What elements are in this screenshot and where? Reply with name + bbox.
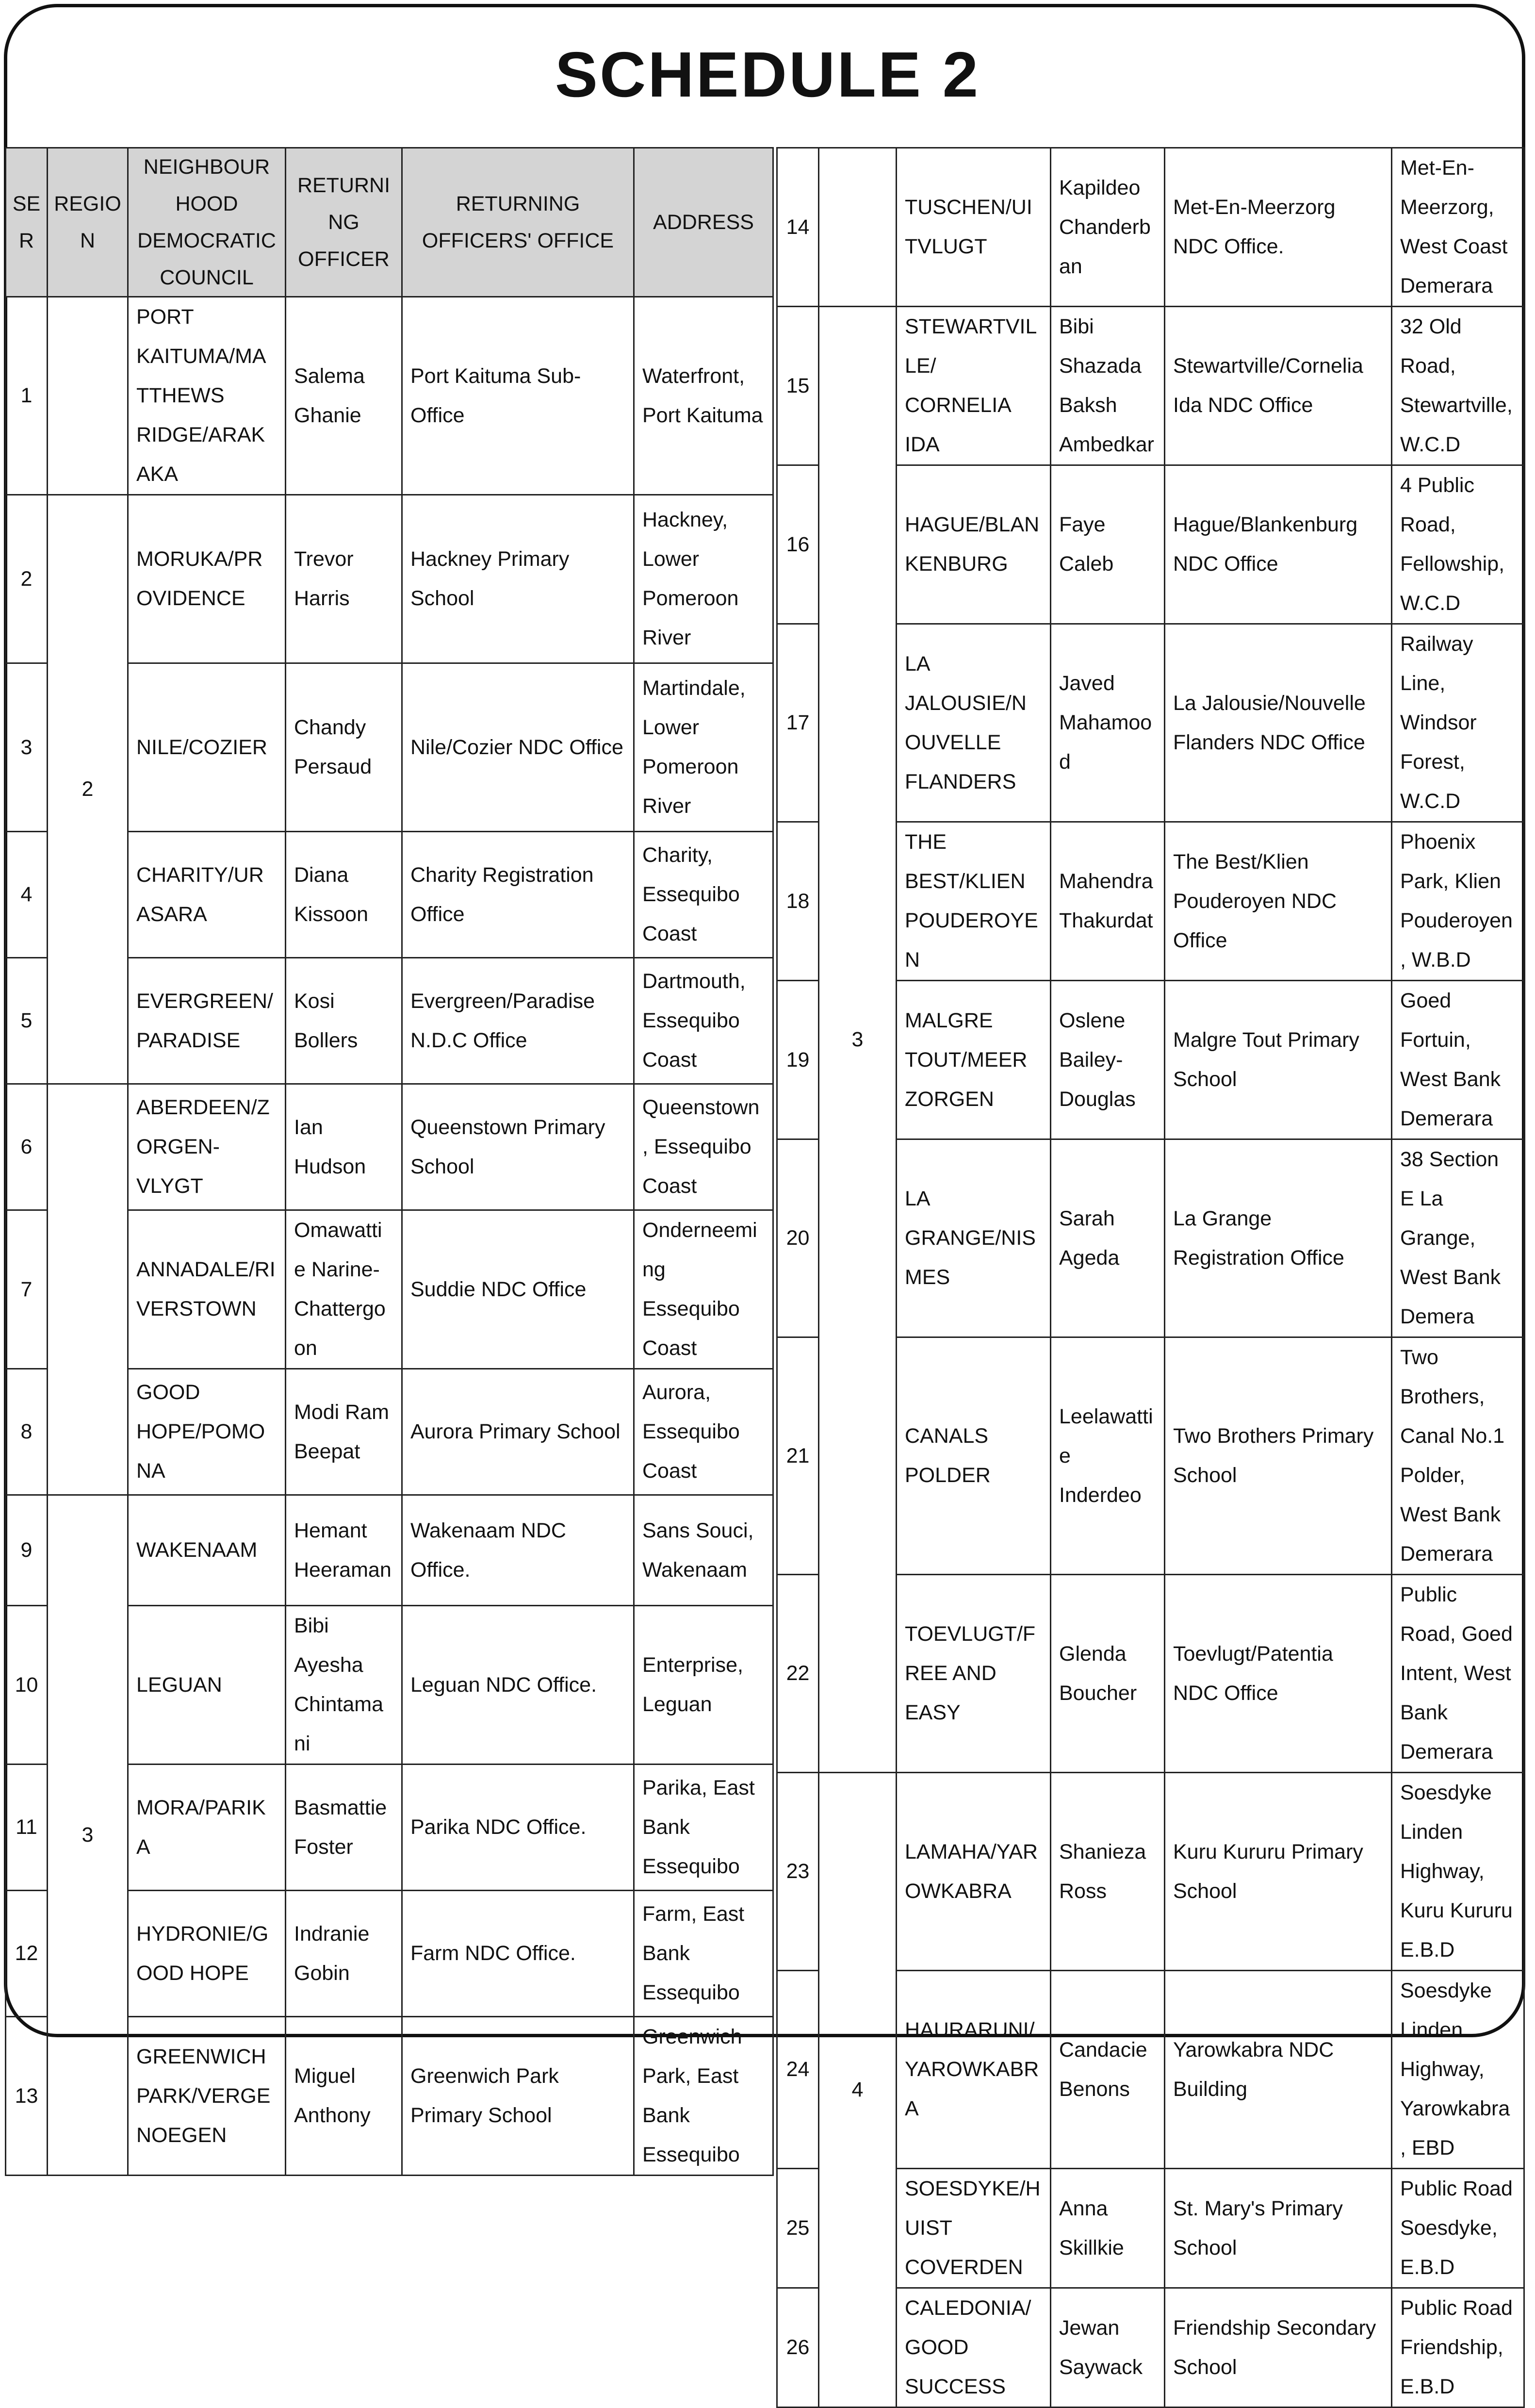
row-officer: Kosi Bollers <box>286 958 402 1084</box>
row-address: Public Road Soesdyke, E.B.D <box>1392 2169 1524 2288</box>
row-officer: Kapildeo Chanderban <box>1051 148 1165 307</box>
row-ser: 25 <box>777 2169 819 2288</box>
row-region: 3 <box>819 307 897 1773</box>
row-address: Aurora, Essequibo Coast <box>634 1369 773 1495</box>
row-address: Goed Fortuin, West Bank Demerara <box>1392 981 1524 1139</box>
header-ndc: NEIGHBOURHOOD DEMOCRATIC COUNCIL <box>128 148 286 297</box>
row-address: 4 Public Road, Fellowship, W.C.D <box>1392 465 1524 624</box>
row-office: Charity Registration Office <box>402 832 634 958</box>
row-address: Waterfront, Port Kaituma <box>634 297 773 495</box>
row-address: Sans Souci, Wakenaam <box>634 1495 773 1606</box>
table-row <box>777 148 1524 307</box>
row-ndc: SOESDYKE/HUIST COVERDEN <box>897 2169 1051 2288</box>
row-ndc: CHARITY/URASARA <box>128 832 286 958</box>
row-ser: 11 <box>6 1765 48 1891</box>
schedule-table-left <box>5 147 774 2176</box>
row-office: Queenstown Primary School <box>402 1084 634 1210</box>
row-officer: Omawattie Narine-Chattergoon <box>286 1210 402 1369</box>
row-ser: 9 <box>6 1495 48 1606</box>
table-row <box>6 1495 773 1606</box>
table-row <box>6 495 773 663</box>
row-ndc: PORT KAITUMA/MATTHEWS RIDGE/ARAKAKA <box>128 297 286 495</box>
row-ser: 18 <box>777 822 819 981</box>
header-ser: SER <box>6 148 48 297</box>
row-office: Hague/Blankenburg NDC Office <box>1165 465 1392 624</box>
row-ser: 15 <box>777 307 819 465</box>
header-address: ADDRESS <box>634 148 773 297</box>
row-officer: Leelawattie Inderdeo <box>1051 1337 1165 1575</box>
row-office: St. Mary's Primary School <box>1165 2169 1392 2288</box>
row-ser: 4 <box>6 832 48 958</box>
row-ndc: MALGRE TOUT/MEER ZORGEN <box>897 981 1051 1139</box>
row-ndc: HYDRONIE/GOOD HOPE <box>128 1891 286 2017</box>
header-region: REGION <box>48 148 128 297</box>
row-ser: 3 <box>6 663 48 832</box>
row-address: 38 Section E La Grange, West Bank Demera <box>1392 1139 1524 1337</box>
row-ndc: TUSCHEN/UITVLUGT <box>897 148 1051 307</box>
row-ser: 8 <box>6 1369 48 1495</box>
row-ndc: STEWARTVILLE/ CORNELIA IDA <box>897 307 1051 465</box>
row-address: Public Road Friendship, E.B.D <box>1392 2288 1524 2408</box>
row-office: Stewartville/Cornelia Ida NDC Office <box>1165 307 1392 465</box>
row-officer: Miguel Anthony <box>286 2017 402 2176</box>
row-officer: Chandy Persaud <box>286 663 402 832</box>
header-returning-officer: RETURNING OFFICER <box>286 148 402 297</box>
row-officer: Ian Hudson <box>286 1084 402 1210</box>
row-ser: 21 <box>777 1337 819 1575</box>
row-officer: Mahendra Thakurdat <box>1051 822 1165 981</box>
row-office: Nile/Cozier NDC Office <box>402 663 634 832</box>
row-address: Martindale, Lower Pomeroon River <box>634 663 773 832</box>
row-address: Met-En-Meerzorg, West Coast Demerara <box>1392 148 1524 307</box>
row-region: 4 <box>819 1773 897 2408</box>
row-officer: Bibi Ayesha Chintamani <box>286 1606 402 1765</box>
row-office: Leguan NDC Office. <box>402 1606 634 1765</box>
row-officer: Bibi Shazada Baksh Ambedkar <box>1051 307 1165 465</box>
row-office: Hackney Primary School <box>402 495 634 663</box>
row-officer: Basmattie Foster <box>286 1765 402 1891</box>
row-ndc: HAGUE/BLANKENBURG <box>897 465 1051 624</box>
row-ndc: WAKENAAM <box>128 1495 286 1606</box>
row-office: Evergreen/Paradise N.D.C Office <box>402 958 634 1084</box>
row-address: Railway Line, Windsor Forest, W.C.D <box>1392 624 1524 822</box>
row-address: Farm, East Bank Essequibo <box>634 1891 773 2017</box>
row-address: Charity, Essequibo Coast <box>634 832 773 958</box>
row-ndc: MORA/PARIKA <box>128 1765 286 1891</box>
row-ndc: ABERDEEN/ZORGEN-VLYGT <box>128 1084 286 1210</box>
row-address: 32 Old Road, Stewartville, W.C.D <box>1392 307 1524 465</box>
row-office: La Grange Registration Office <box>1165 1139 1392 1337</box>
row-officer: Faye Caleb <box>1051 465 1165 624</box>
row-region <box>48 1084 128 1495</box>
row-officer: Anna Skillkie <box>1051 2169 1165 2288</box>
row-ser: 19 <box>777 981 819 1139</box>
row-ndc: HAURARUNI/YAROWKABRA <box>897 1971 1051 2169</box>
row-region <box>48 297 128 495</box>
row-address: Onderneeming Essequibo Coast <box>634 1210 773 1369</box>
page-title: SCHEDULE 2 <box>555 39 980 110</box>
row-address: Greenwich Park, East Bank Essequibo <box>634 2017 773 2176</box>
row-region <box>819 148 897 307</box>
row-officer: Oslene Bailey-Douglas <box>1051 981 1165 1139</box>
row-address: Enterprise, Leguan <box>634 1606 773 1765</box>
row-officer: Indranie Gobin <box>286 1891 402 2017</box>
row-ser: 17 <box>777 624 819 822</box>
row-office: Aurora Primary School <box>402 1369 634 1495</box>
table-row <box>777 1773 1524 1971</box>
row-ser: 24 <box>777 1971 819 2169</box>
row-officer: Jewan Saywack <box>1051 2288 1165 2408</box>
row-ser: 23 <box>777 1773 819 1971</box>
row-ser: 1 <box>6 297 48 495</box>
row-office: Greenwich Park Primary School <box>402 2017 634 2176</box>
row-office: Port Kaituma Sub-Office <box>402 297 634 495</box>
row-ndc: CANALS POLDER <box>897 1337 1051 1575</box>
row-officer: Diana Kissoon <box>286 832 402 958</box>
schedule-table-right <box>776 147 1525 2408</box>
row-ndc: LAMAHA/YAROWKABRA <box>897 1773 1051 1971</box>
row-officer: Modi Ram Beepat <box>286 1369 402 1495</box>
row-ndc: LA GRANGE/NISMES <box>897 1139 1051 1337</box>
row-office: The Best/Klien Pouderoyen NDC Office <box>1165 822 1392 981</box>
row-ndc: LA JALOUSIE/NOUVELLE FLANDERS <box>897 624 1051 822</box>
row-office: Toevlugt/Patentia NDC Office <box>1165 1575 1392 1773</box>
row-ser: 12 <box>6 1891 48 2017</box>
row-officer: Javed Mahamood <box>1051 624 1165 822</box>
row-office: Met-En-Meerzorg NDC Office. <box>1165 148 1392 307</box>
row-ndc: TOEVLUGT/FREE AND EASY <box>897 1575 1051 1773</box>
row-ser: 2 <box>6 495 48 663</box>
row-office: Suddie NDC Office <box>402 1210 634 1369</box>
row-ndc: MORUKA/PROVIDENCE <box>128 495 286 663</box>
row-ser: 20 <box>777 1139 819 1337</box>
row-officer: Trevor Harris <box>286 495 402 663</box>
row-ser: 26 <box>777 2288 819 2408</box>
row-ndc: ANNADALE/RIVERSTOWN <box>128 1210 286 1369</box>
row-ndc: THE BEST/KLIEN POUDEROYEN <box>897 822 1051 981</box>
row-ser: 6 <box>6 1084 48 1210</box>
row-address: Parika, East Bank Essequibo <box>634 1765 773 1891</box>
table-row <box>777 307 1524 465</box>
row-officer: Candacie Benons <box>1051 1971 1165 2169</box>
row-ser: 13 <box>6 2017 48 2176</box>
row-office: Two Brothers Primary School <box>1165 1337 1392 1575</box>
row-address: Dartmouth, Essequibo Coast <box>634 958 773 1084</box>
row-ser: 14 <box>777 148 819 307</box>
row-office: Friendship Secondary School <box>1165 2288 1392 2408</box>
row-ser: 5 <box>6 958 48 1084</box>
row-address: Hackney, Lower Pomeroon River <box>634 495 773 663</box>
row-office: La Jalousie/Nouvelle Flanders NDC Office <box>1165 624 1392 822</box>
table-header-row <box>6 148 773 297</box>
table-row <box>6 1084 773 1210</box>
row-ndc: LEGUAN <box>128 1606 286 1765</box>
row-ndc: GOOD HOPE/POMONA <box>128 1369 286 1495</box>
row-address: Soesdyke Linden Highway, Yarowkabra, EBD <box>1392 1971 1524 2169</box>
row-office: Farm NDC Office. <box>402 1891 634 2017</box>
row-officer: Hemant Heeraman <box>286 1495 402 1606</box>
row-office: Wakenaam NDC Office. <box>402 1495 634 1606</box>
row-address: Public Road, Goed Intent, West Bank Demerara <box>1392 1575 1524 1773</box>
row-address: Queenstown, Essequibo Coast <box>634 1084 773 1210</box>
row-office: Kuru Kururu Primary School <box>1165 1773 1392 1971</box>
row-ser: 7 <box>6 1210 48 1369</box>
row-ser: 22 <box>777 1575 819 1773</box>
header-returning-office: RETURNING OFFICERS' OFFICE <box>402 148 634 297</box>
row-address: Phoenix Park, Klien Pouderoyen, W.B.D <box>1392 822 1524 981</box>
row-address: Soesdyke Linden Highway, Kuru Kururu E.B.D <box>1392 1773 1524 1971</box>
row-ndc: NILE/COZIER <box>128 663 286 832</box>
row-officer: Glenda Boucher <box>1051 1575 1165 1773</box>
row-officer: Shanieza Ross <box>1051 1773 1165 1971</box>
row-address: Two Brothers, Canal No.1 Polder, West Bank Demerara <box>1392 1337 1524 1575</box>
row-office: Malgre Tout Primary School <box>1165 981 1392 1139</box>
row-region: 3 <box>48 1495 128 2176</box>
row-ndc: GREENWICH PARK/VERGENOEGEN <box>128 2017 286 2176</box>
row-officer: Salema Ghanie <box>286 297 402 495</box>
row-office: Yarowkabra NDC Building <box>1165 1971 1392 2169</box>
row-office: Parika NDC Office. <box>402 1765 634 1891</box>
row-ndc: CALEDONIA/GOOD SUCCESS <box>897 2288 1051 2408</box>
row-officer: Sarah Ageda <box>1051 1139 1165 1337</box>
row-ser: 10 <box>6 1606 48 1765</box>
row-ser: 16 <box>777 465 819 624</box>
table-row <box>6 297 773 495</box>
row-ndc: EVERGREEN/PARADISE <box>128 958 286 1084</box>
row-region: 2 <box>48 495 128 1084</box>
